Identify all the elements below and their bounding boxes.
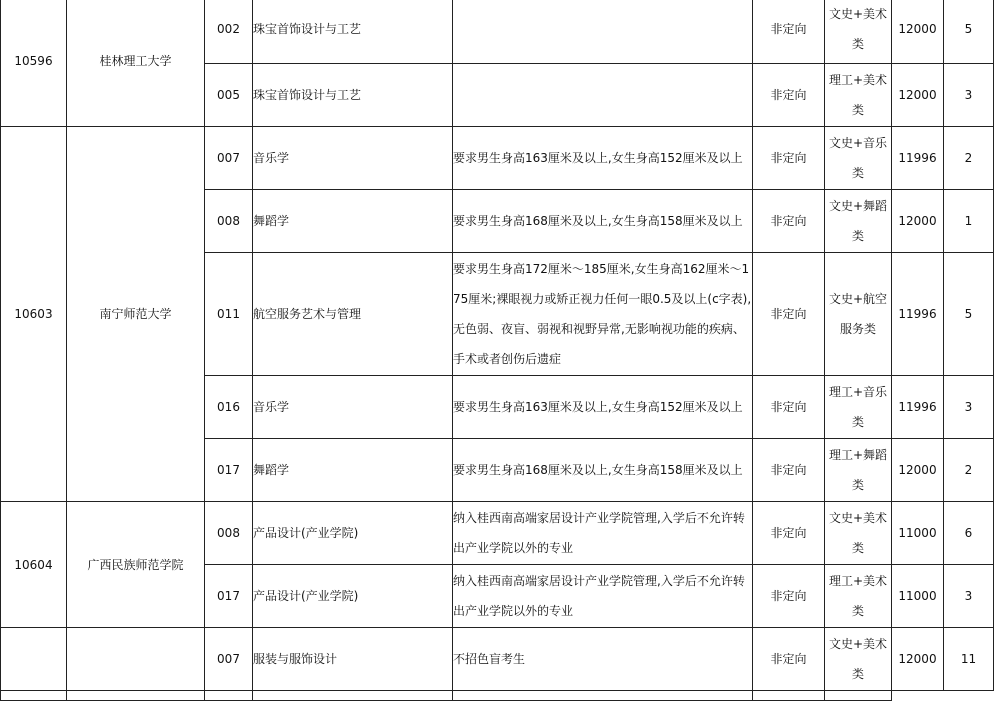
school-name-cell: 南宁师范大学 — [67, 127, 205, 502]
major-code-cell: 011 — [205, 253, 253, 376]
tuition-cell: 12000 — [892, 64, 944, 127]
school-name-cell — [67, 628, 205, 691]
empty-cell — [453, 691, 753, 701]
table-row — [1, 127, 994, 190]
major-code-cell: 007 — [205, 628, 253, 691]
tuition-cell: 12000 — [892, 628, 944, 691]
table-row — [1, 628, 994, 691]
plan-count-cell: 3 — [944, 64, 994, 127]
requirement-cell: 要求男生身高168厘米及以上,女生身高158厘米及以上 — [453, 190, 753, 253]
plan-type-cell: 非定向 — [753, 0, 825, 64]
major-code-cell: 008 — [205, 190, 253, 253]
subject-category-cell: 文史+航空服务类 — [825, 253, 892, 376]
empty-cell — [205, 691, 253, 701]
tuition-cell: 11000 — [892, 565, 944, 628]
empty-cell — [253, 691, 453, 701]
tuition-cell: 11996 — [892, 127, 944, 190]
major-name-cell: 服装与服饰设计 — [253, 628, 453, 691]
subject-category-cell: 文史+美术类 — [825, 502, 892, 565]
major-name-cell: 音乐学 — [253, 376, 453, 439]
major-code-cell: 016 — [205, 376, 253, 439]
major-name-cell: 珠宝首饰设计与工艺 — [253, 64, 453, 127]
subject-category-cell: 文史+舞蹈类 — [825, 190, 892, 253]
tuition-cell: 11000 — [892, 502, 944, 565]
major-name-cell: 产品设计(产业学院) — [253, 502, 453, 565]
major-code-cell: 008 — [205, 502, 253, 565]
plan-type-cell: 非定向 — [753, 565, 825, 628]
subject-category-cell: 理工+美术类 — [825, 64, 892, 127]
empty-cell — [67, 691, 205, 701]
plan-type-cell: 非定向 — [753, 64, 825, 127]
requirement-cell: 纳入桂西南高端家居设计产业学院管理,入学后不允许转出产业学院以外的专业 — [453, 502, 753, 565]
school-code-cell: 10604 — [1, 502, 67, 628]
plan-type-cell: 非定向 — [753, 439, 825, 502]
school-code-cell — [1, 628, 67, 691]
table-row-partial — [1, 691, 994, 701]
major-name-cell: 舞蹈学 — [253, 190, 453, 253]
tuition-cell: 12000 — [892, 190, 944, 253]
plan-count-cell: 2 — [944, 127, 994, 190]
subject-category-cell: 理工+美术类 — [825, 565, 892, 628]
major-code-cell: 007 — [205, 127, 253, 190]
plan-type-cell: 非定向 — [753, 628, 825, 691]
tuition-cell: 11996 — [892, 253, 944, 376]
table-body — [1, 0, 994, 701]
major-name-cell: 舞蹈学 — [253, 439, 453, 502]
empty-cell — [1, 691, 67, 701]
plan-count-cell: 5 — [944, 0, 994, 64]
requirement-cell: 要求男生身高163厘米及以上,女生身高152厘米及以上 — [453, 376, 753, 439]
subject-category-cell: 文史+美术类 — [825, 0, 892, 64]
requirement-cell: 要求男生身高168厘米及以上,女生身高158厘米及以上 — [453, 439, 753, 502]
tuition-cell: 12000 — [892, 0, 944, 64]
subject-category-cell: 理工+音乐类 — [825, 376, 892, 439]
empty-cell — [753, 691, 825, 701]
subject-category-cell: 文史+音乐类 — [825, 127, 892, 190]
requirement-cell — [453, 0, 753, 64]
plan-type-cell: 非定向 — [753, 253, 825, 376]
major-code-cell: 005 — [205, 64, 253, 127]
empty-cell — [825, 691, 892, 701]
plan-count-cell: 2 — [944, 439, 994, 502]
school-name-cell: 广西民族师范学院 — [67, 502, 205, 628]
tuition-cell: 11996 — [892, 376, 944, 439]
plan-count-cell: 5 — [944, 253, 994, 376]
major-code-cell: 002 — [205, 0, 253, 64]
requirement-cell: 要求男生身高163厘米及以上,女生身高152厘米及以上 — [453, 127, 753, 190]
requirement-cell: 不招色盲考生 — [453, 628, 753, 691]
subject-category-cell: 文史+美术类 — [825, 628, 892, 691]
major-name-cell: 珠宝首饰设计与工艺 — [253, 0, 453, 64]
plan-type-cell: 非定向 — [753, 190, 825, 253]
table-row — [1, 0, 994, 64]
major-name-cell: 产品设计(产业学院) — [253, 565, 453, 628]
major-name-cell: 音乐学 — [253, 127, 453, 190]
plan-count-cell: 3 — [944, 376, 994, 439]
plan-type-cell: 非定向 — [753, 127, 825, 190]
requirement-cell: 要求男生身高172厘米～185厘米,女生身高162厘米～175厘米;裸眼视力或矫正视力任何一眼0.5及以上(c字表),无色弱、夜盲、弱视和视野异常,无影响视功能的疾病、手术或者创伤后遗症 — [453, 253, 753, 376]
requirement-cell: 纳入桂西南高端家居设计产业学院管理,入学后不允许转出产业学院以外的专业 — [453, 565, 753, 628]
table-row — [1, 502, 994, 565]
plan-type-cell: 非定向 — [753, 376, 825, 439]
school-code-cell: 10603 — [1, 127, 67, 502]
major-name-cell: 航空服务艺术与管理 — [253, 253, 453, 376]
requirement-cell — [453, 64, 753, 127]
school-name-cell: 桂林理工大学 — [67, 0, 205, 127]
major-code-cell: 017 — [205, 439, 253, 502]
plan-type-cell: 非定向 — [753, 502, 825, 565]
school-code-cell: 10596 — [1, 0, 67, 127]
plan-count-cell: 6 — [944, 502, 994, 565]
subject-category-cell: 理工+舞蹈类 — [825, 439, 892, 502]
plan-count-cell: 11 — [944, 628, 994, 691]
tuition-cell: 12000 — [892, 439, 944, 502]
plan-count-cell: 3 — [944, 565, 994, 628]
plan-count-cell: 1 — [944, 190, 994, 253]
major-code-cell: 017 — [205, 565, 253, 628]
